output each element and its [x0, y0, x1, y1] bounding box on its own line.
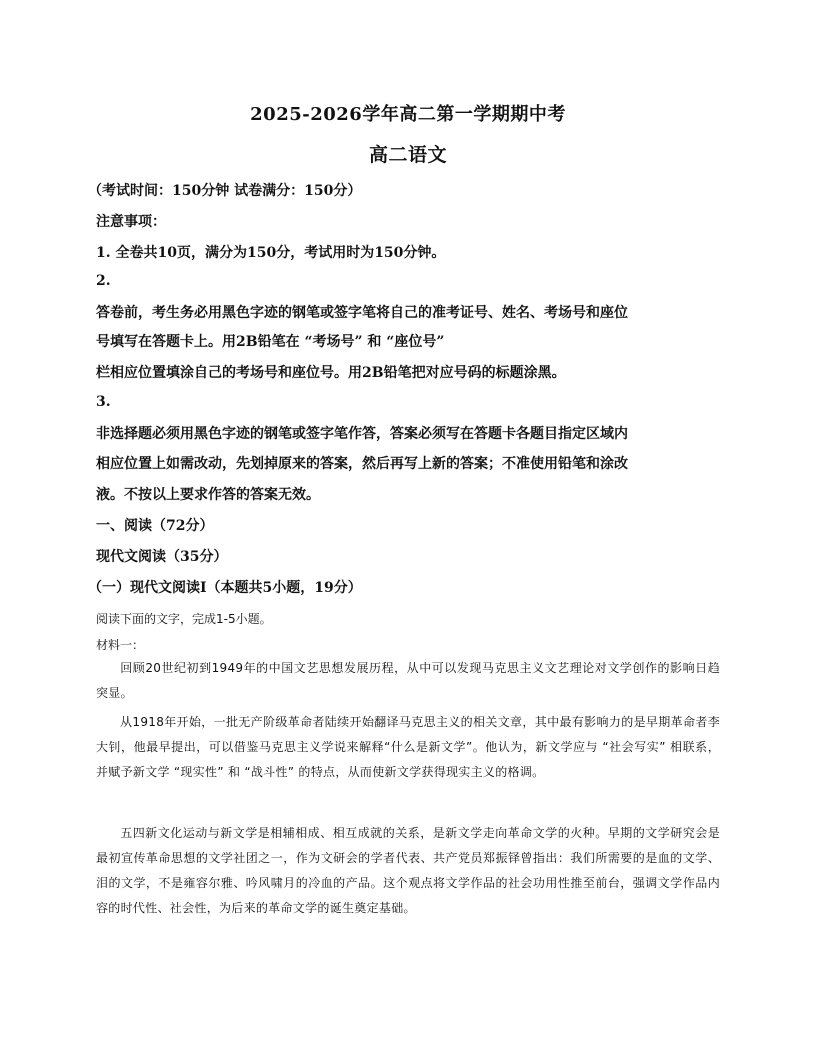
notice-item-3-number: 3. — [96, 394, 111, 410]
section-sub-1: （一）现代文阅读Ⅰ（本题共5小题，19分） — [88, 580, 362, 596]
notice-item-2-number: 2. — [96, 273, 111, 289]
section-part-1: 一、阅读（72分） — [96, 518, 214, 534]
exam-title: 2025-2026学年高二第一学期期中考 — [250, 104, 566, 125]
subject-title: 高二语文 — [368, 144, 447, 166]
paragraph-1 — [96, 656, 720, 706]
notice-item-3-line-2: 相应位置上如需改动，先划掉原来的答案，然后再写上新的答案；不准使用铅笔和涂改 — [96, 456, 628, 472]
notice-item-1: 1. 全卷共10页，满分为150分，考试用时为150分钟。 — [96, 245, 446, 261]
section-modern-reading: 现代文阅读（35分） — [96, 549, 228, 565]
paragraph-3 — [96, 821, 720, 921]
notice-item-2-line-1: 答卷前，考生务必用黑色字迹的钢笔或签字笔将自己的准考证号、姓名、考场号和座位 — [96, 305, 628, 321]
paragraph-2 — [96, 710, 720, 785]
paragraph-2-text: 从1918年开始，一批无产阶级革命者陆续开始翻译马克思主义的相关文章，其中最有影响力的是早期革命者李大钊，他最早提出，可以借鉴马克思主义学说来解释“什么是新文学”。他认为，新文学应与 “社会写实” 相联系，并赋予新文学 “现实性” 和 “战斗性” 的特点，从而使新文学获得现实主义的格调。 — [96, 715, 720, 779]
material-label: 材料一： — [96, 638, 145, 652]
notice-item-3-line-1: 非选择题必须用黑色字迹的钢笔或签字笔作答，答案必须写在答题卡各题目指定区域内 — [96, 426, 628, 442]
reading-instruction: 阅读下面的文字，完成1-5小题。 — [96, 612, 272, 626]
paragraph-1-text: 回顾20世纪初到1949年的中国文艺思想发展历程，从中可以发现马克思主义文艺理论对文学创作的影响日趋突显。 — [96, 661, 720, 700]
exam-page — [88, 0, 720, 1056]
notice-item-2-line-3: 栏相应位置填涂自己的考场号和座位号。用2B铅笔把对应号码的标题涂黑。 — [96, 365, 566, 381]
notice-item-3-line-3: 液。不按以上要求作答的答案无效。 — [96, 487, 320, 503]
paragraph-3-text: 五四新文化运动与新文学是相辅相成、相互成就的关系，是新文学走向革命文学的火种。早期的文学研究会是最初宣传革命思想的文学社团之一，作为文研会的学者代表、共产党员郑振铎曾指出：我们所需要的是血的文学、泪的文学，不是雍容尔雅、吟风啸月的冷血的产品。这个观点将文学作品的社会功用性推至前台，强调文学作品内容的时代性、社会性，为后来的革命文学的诞生奠定基础。 — [96, 826, 720, 915]
exam-info: （考试时间：150分钟 试卷满分：150分） — [88, 183, 362, 199]
notice-item-2-line-2: 号填写在答题卡上。用2B铅笔在 “考场号” 和 “座位号” — [96, 334, 445, 350]
notice-heading: 注意事项： — [96, 214, 166, 230]
